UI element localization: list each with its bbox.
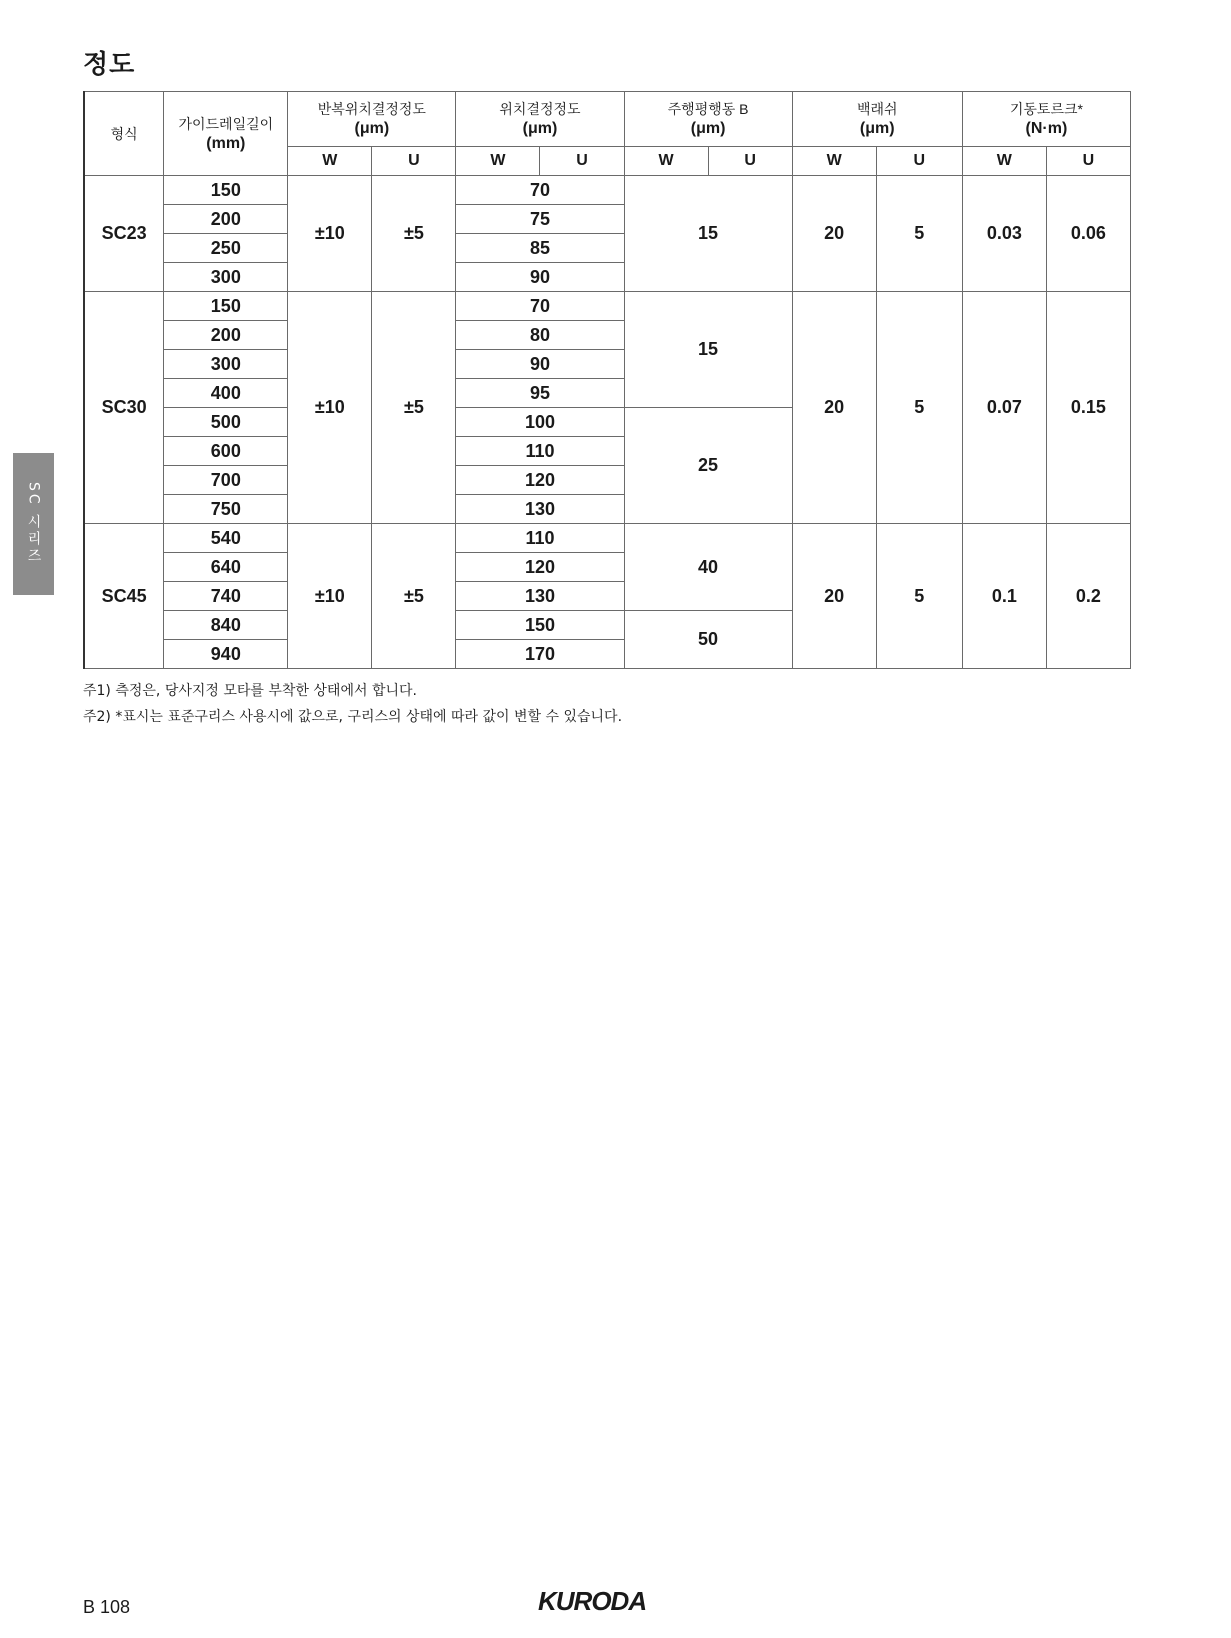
repeat-w-cell: ±10 (288, 524, 372, 669)
position-cell: 95 (456, 379, 624, 408)
repeat-u-cell: ±5 (372, 292, 456, 524)
backlash-u-cell: 5 (876, 524, 962, 669)
subheader-w: W (624, 147, 708, 176)
rail-length-cell: 500 (164, 408, 288, 437)
model-cell: SC45 (84, 524, 164, 669)
header-position-accuracy: 위치결정정도 (μm) (456, 92, 624, 147)
parallel-cell: 40 (624, 524, 792, 611)
position-cell: 110 (456, 437, 624, 466)
table-row (84, 524, 1131, 553)
rail-length-cell: 750 (164, 495, 288, 524)
backlash-w-cell: 20 (792, 292, 876, 524)
side-section-tab (13, 453, 54, 595)
repeat-u-cell: ±5 (372, 524, 456, 669)
position-cell: 70 (456, 292, 624, 321)
position-cell: 70 (456, 176, 624, 205)
rail-length-cell: 200 (164, 205, 288, 234)
parallel-cell: 15 (624, 176, 792, 292)
backlash-u-cell: 5 (876, 176, 962, 292)
repeat-u-cell: ±5 (372, 176, 456, 292)
accuracy-table (83, 91, 1131, 669)
position-cell: 170 (456, 640, 624, 669)
subheader-u: U (876, 147, 962, 176)
subheader-w: W (288, 147, 372, 176)
rail-length-cell: 150 (164, 292, 288, 321)
subheader-u: U (372, 147, 456, 176)
torque-w-cell: 0.03 (962, 176, 1046, 292)
torque-u-cell: 0.2 (1046, 524, 1130, 669)
position-cell: 150 (456, 611, 624, 640)
position-cell: 100 (456, 408, 624, 437)
model-cell: SC30 (84, 292, 164, 524)
footnote-2: 주2) *표시는 표준구리스 사용시에 값으로, 구리스의 상태에 따라 값이 변할 수 있습니다. (83, 709, 623, 725)
parallel-cell: 50 (624, 611, 792, 669)
footnote-1: 주1) 측정은, 당사지정 모타를 부착한 상태에서 합니다. (83, 683, 417, 699)
subheader-w: W (456, 147, 540, 176)
page-title: 정도 (83, 50, 136, 80)
rail-length-cell: 640 (164, 553, 288, 582)
rail-length-cell: 250 (164, 234, 288, 263)
subheader-u: U (540, 147, 624, 176)
rail-length-cell: 940 (164, 640, 288, 669)
position-cell: 80 (456, 321, 624, 350)
position-cell: 90 (456, 350, 624, 379)
side-tab-label: SC 시리즈 (25, 482, 42, 566)
header-backlash: 백래쉬 (μm) (792, 92, 962, 147)
position-cell: 90 (456, 263, 624, 292)
position-cell: 120 (456, 553, 624, 582)
table-row (84, 176, 1131, 205)
repeat-w-cell: ±10 (288, 176, 372, 292)
header-rail-length: 가이드레일길이 (mm) (164, 92, 288, 176)
rail-length-cell: 400 (164, 379, 288, 408)
rail-length-cell: 200 (164, 321, 288, 350)
rail-length-cell: 700 (164, 466, 288, 495)
position-cell: 85 (456, 234, 624, 263)
rail-length-cell: 740 (164, 582, 288, 611)
model-cell: SC23 (84, 176, 164, 292)
subheader-u: U (708, 147, 792, 176)
rail-length-cell: 540 (164, 524, 288, 553)
rail-length-cell: 300 (164, 263, 288, 292)
position-cell: 130 (456, 495, 624, 524)
parallel-cell: 15 (624, 292, 792, 408)
header-parallelism: 주행평행동 B (μm) (624, 92, 792, 147)
repeat-w-cell: ±10 (288, 292, 372, 524)
torque-w-cell: 0.07 (962, 292, 1046, 524)
page-number: B 108 (83, 1597, 131, 1617)
position-cell: 75 (456, 205, 624, 234)
header-model: 형식 (84, 92, 164, 176)
position-cell: 110 (456, 524, 624, 553)
rail-length-cell: 840 (164, 611, 288, 640)
header-torque: 기동토르크* (N·m) (962, 92, 1130, 147)
kuroda-logo: KURODA (538, 1586, 647, 1616)
subheader-u: U (1046, 147, 1130, 176)
backlash-w-cell: 20 (792, 524, 876, 669)
position-cell: 120 (456, 466, 624, 495)
subheader-w: W (792, 147, 876, 176)
torque-w-cell: 0.1 (962, 524, 1046, 669)
header-row (84, 92, 1131, 147)
torque-u-cell: 0.15 (1046, 292, 1130, 524)
backlash-w-cell: 20 (792, 176, 876, 292)
backlash-u-cell: 5 (876, 292, 962, 524)
parallel-cell: 25 (624, 408, 792, 524)
position-cell: 130 (456, 582, 624, 611)
subheader-w: W (962, 147, 1046, 176)
footnotes (83, 678, 622, 730)
torque-u-cell: 0.06 (1046, 176, 1130, 292)
rail-length-cell: 600 (164, 437, 288, 466)
table-row (84, 292, 1131, 321)
rail-length-cell: 300 (164, 350, 288, 379)
header-repeat-accuracy: 반복위치결정정도 (μm) (288, 92, 456, 147)
rail-length-cell: 150 (164, 176, 288, 205)
